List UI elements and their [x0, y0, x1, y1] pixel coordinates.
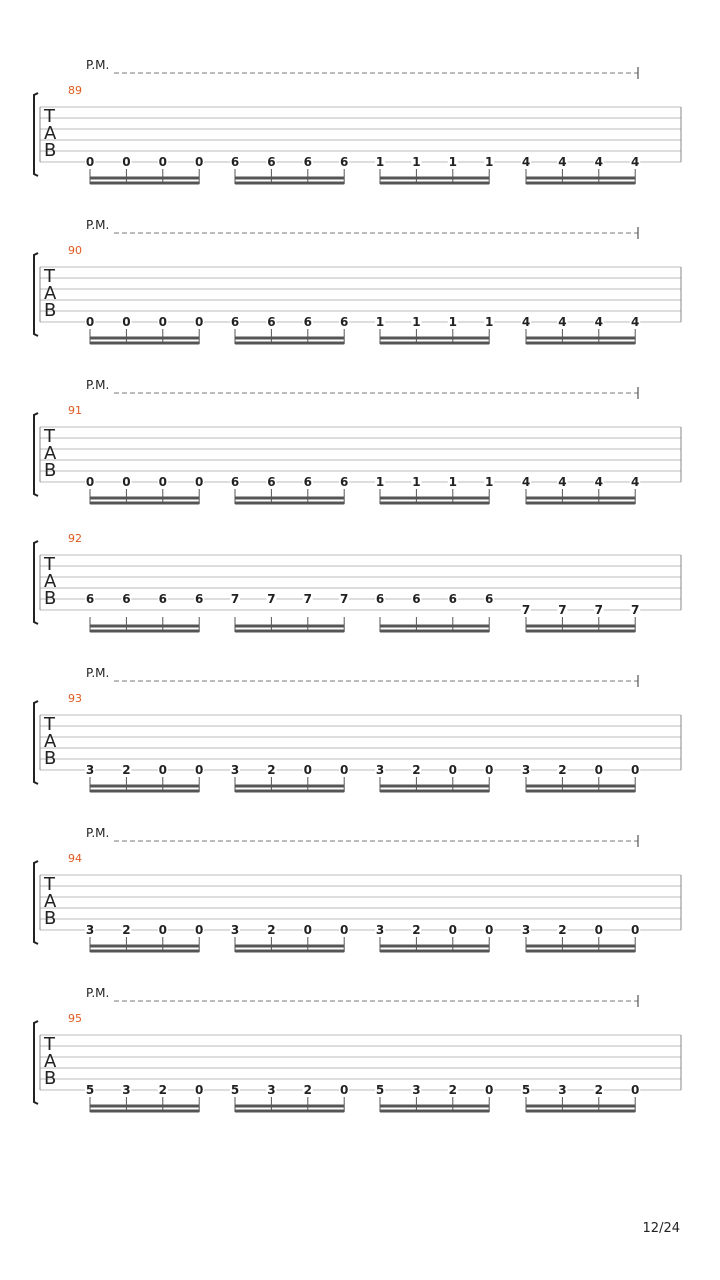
palm-mute-label: P.M. [86, 986, 110, 1000]
fret-number: 1 [375, 475, 385, 489]
fret-number: 7 [340, 592, 349, 606]
fret-number: 6 [375, 592, 385, 606]
fret-number: 0 [340, 1083, 349, 1097]
fret-number: 1 [485, 315, 494, 329]
tab-clef-letter: A [44, 891, 57, 912]
fret-number: 6 [303, 155, 312, 169]
fret-number: 6 [303, 475, 312, 489]
fret-number: 6 [230, 155, 240, 169]
tab-clef-letter: B [44, 140, 57, 161]
tab-clef-letter: B [44, 460, 57, 481]
measure-number: 89 [68, 84, 82, 97]
fret-number: 5 [375, 1083, 385, 1097]
fret-number: 6 [267, 475, 276, 489]
measure-number: 95 [68, 1012, 82, 1025]
fret-number: 2 [412, 763, 421, 777]
fret-number: 0 [158, 923, 167, 937]
measure-number: 93 [68, 692, 82, 705]
fret-number: 3 [122, 1083, 131, 1097]
fret-number: 3 [85, 923, 95, 937]
fret-number: 5 [85, 1083, 95, 1097]
measure-number: 91 [68, 404, 82, 417]
fret-number: 0 [85, 475, 95, 489]
fret-number: 3 [230, 763, 240, 777]
fret-number: 7 [631, 603, 640, 617]
fret-number: 4 [631, 475, 640, 489]
fret-number: 0 [594, 923, 603, 937]
tab-clef-letter: T [44, 874, 55, 895]
tab-clef-letter: B [44, 908, 57, 929]
fret-number: 6 [340, 155, 349, 169]
fret-number: 0 [631, 763, 640, 777]
tab-clef-letter: B [44, 588, 57, 609]
fret-number: 0 [122, 475, 131, 489]
fret-number: 1 [412, 315, 421, 329]
fret-number: 0 [195, 1083, 204, 1097]
fret-number: 0 [85, 155, 95, 169]
fret-number: 5 [521, 1083, 531, 1097]
fret-number: 6 [340, 315, 349, 329]
tab-clef-letter: A [44, 1051, 57, 1072]
fret-number: 1 [448, 475, 457, 489]
fret-number: 0 [303, 923, 312, 937]
tab-clef-letter: T [44, 554, 55, 575]
fret-number: 2 [558, 923, 567, 937]
fret-number: 6 [195, 592, 204, 606]
palm-mute-label: P.M. [86, 378, 110, 392]
fret-number: 0 [158, 315, 167, 329]
fret-number: 0 [448, 763, 457, 777]
fret-number: 1 [448, 315, 457, 329]
fret-number: 6 [303, 315, 312, 329]
system-bracket [34, 93, 38, 176]
fret-number: 3 [267, 1083, 276, 1097]
fret-number: 2 [448, 1083, 457, 1097]
fret-number: 2 [122, 763, 131, 777]
fret-number: 0 [448, 923, 457, 937]
tab-clef-letter: A [44, 123, 57, 144]
fret-number: 0 [195, 315, 204, 329]
fret-number: 5 [230, 1083, 240, 1097]
fret-number: 7 [267, 592, 276, 606]
tab-clef-letter: A [44, 731, 57, 752]
fret-number: 4 [558, 155, 567, 169]
fret-number: 6 [412, 592, 421, 606]
fret-number: 4 [558, 315, 567, 329]
fret-number: 3 [85, 763, 95, 777]
fret-number: 1 [412, 475, 421, 489]
fret-number: 0 [485, 763, 494, 777]
fret-number: 7 [558, 603, 567, 617]
measure-number: 90 [68, 244, 82, 257]
palm-mute-label: P.M. [86, 826, 110, 840]
palm-mute-label: P.M. [86, 666, 110, 680]
fret-number: 1 [485, 475, 494, 489]
fret-number: 3 [412, 1083, 421, 1097]
fret-number: 0 [340, 763, 349, 777]
fret-number: 4 [521, 315, 531, 329]
tab-clef-letter: B [44, 1068, 57, 1089]
tab-clef-letter: T [44, 266, 55, 287]
system-bracket [34, 413, 38, 496]
fret-number: 2 [303, 1083, 312, 1097]
fret-number: 4 [521, 475, 531, 489]
fret-number: 3 [230, 923, 240, 937]
fret-number: 3 [558, 1083, 567, 1097]
fret-number: 6 [230, 475, 240, 489]
measure-number: 92 [68, 532, 82, 545]
system-bracket [34, 861, 38, 944]
fret-number: 1 [448, 155, 457, 169]
fret-number: 0 [158, 475, 167, 489]
fret-number: 0 [85, 315, 95, 329]
fret-number: 0 [340, 923, 349, 937]
fret-number: 7 [230, 592, 240, 606]
fret-number: 6 [230, 315, 240, 329]
fret-number: 1 [375, 315, 385, 329]
tab-clef-letter: T [44, 106, 55, 127]
tab-clef-letter: A [44, 571, 57, 592]
fret-number: 2 [158, 1083, 167, 1097]
fret-number: 4 [594, 315, 603, 329]
palm-mute-label: P.M. [86, 218, 110, 232]
fret-number: 6 [267, 315, 276, 329]
fret-number: 0 [631, 1083, 640, 1097]
fret-number: 3 [521, 923, 531, 937]
fret-number: 4 [521, 155, 531, 169]
fret-number: 3 [375, 763, 385, 777]
tab-clef-letter: T [44, 426, 55, 447]
fret-number: 7 [594, 603, 603, 617]
fret-number: 0 [122, 315, 131, 329]
fret-number: 1 [375, 155, 385, 169]
fret-number: 4 [594, 155, 603, 169]
fret-number: 6 [448, 592, 457, 606]
fret-number: 6 [85, 592, 95, 606]
fret-number: 1 [412, 155, 421, 169]
fret-number: 0 [485, 1083, 494, 1097]
fret-number: 2 [122, 923, 131, 937]
fret-number: 4 [631, 155, 640, 169]
tab-clef-letter: B [44, 300, 57, 321]
fret-number: 3 [375, 923, 385, 937]
fret-number: 4 [594, 475, 603, 489]
fret-number: 0 [631, 923, 640, 937]
measure-number: 94 [68, 852, 82, 865]
fret-number: 0 [158, 763, 167, 777]
tab-clef-letter: A [44, 283, 57, 304]
tab-clef-letter: B [44, 748, 57, 769]
fret-number: 0 [195, 155, 204, 169]
fret-number: 6 [485, 592, 494, 606]
fret-number: 4 [631, 315, 640, 329]
fret-number: 1 [485, 155, 494, 169]
fret-number: 4 [558, 475, 567, 489]
fret-number: 2 [267, 763, 276, 777]
system-bracket [34, 253, 38, 336]
system-bracket [34, 701, 38, 784]
fret-number: 0 [594, 763, 603, 777]
fret-number: 6 [267, 155, 276, 169]
fret-number: 0 [303, 763, 312, 777]
fret-number: 6 [122, 592, 131, 606]
page-number: 12/24 [642, 1221, 680, 1236]
system-bracket [34, 1021, 38, 1104]
fret-number: 0 [195, 475, 204, 489]
fret-number: 2 [267, 923, 276, 937]
fret-number: 0 [122, 155, 131, 169]
fret-number: 2 [412, 923, 421, 937]
tab-clef-letter: A [44, 443, 57, 464]
fret-number: 6 [340, 475, 349, 489]
fret-number: 6 [158, 592, 167, 606]
tab-clef-letter: T [44, 714, 55, 735]
fret-number: 0 [158, 155, 167, 169]
fret-number: 2 [594, 1083, 603, 1097]
fret-number: 0 [485, 923, 494, 937]
fret-number: 0 [195, 923, 204, 937]
tab-clef-letter: T [44, 1034, 55, 1055]
fret-number: 7 [521, 603, 531, 617]
palm-mute-label: P.M. [86, 58, 110, 72]
fret-number: 7 [303, 592, 312, 606]
fret-number: 3 [521, 763, 531, 777]
system-bracket [34, 541, 38, 624]
fret-number: 0 [195, 763, 204, 777]
fret-number: 2 [558, 763, 567, 777]
